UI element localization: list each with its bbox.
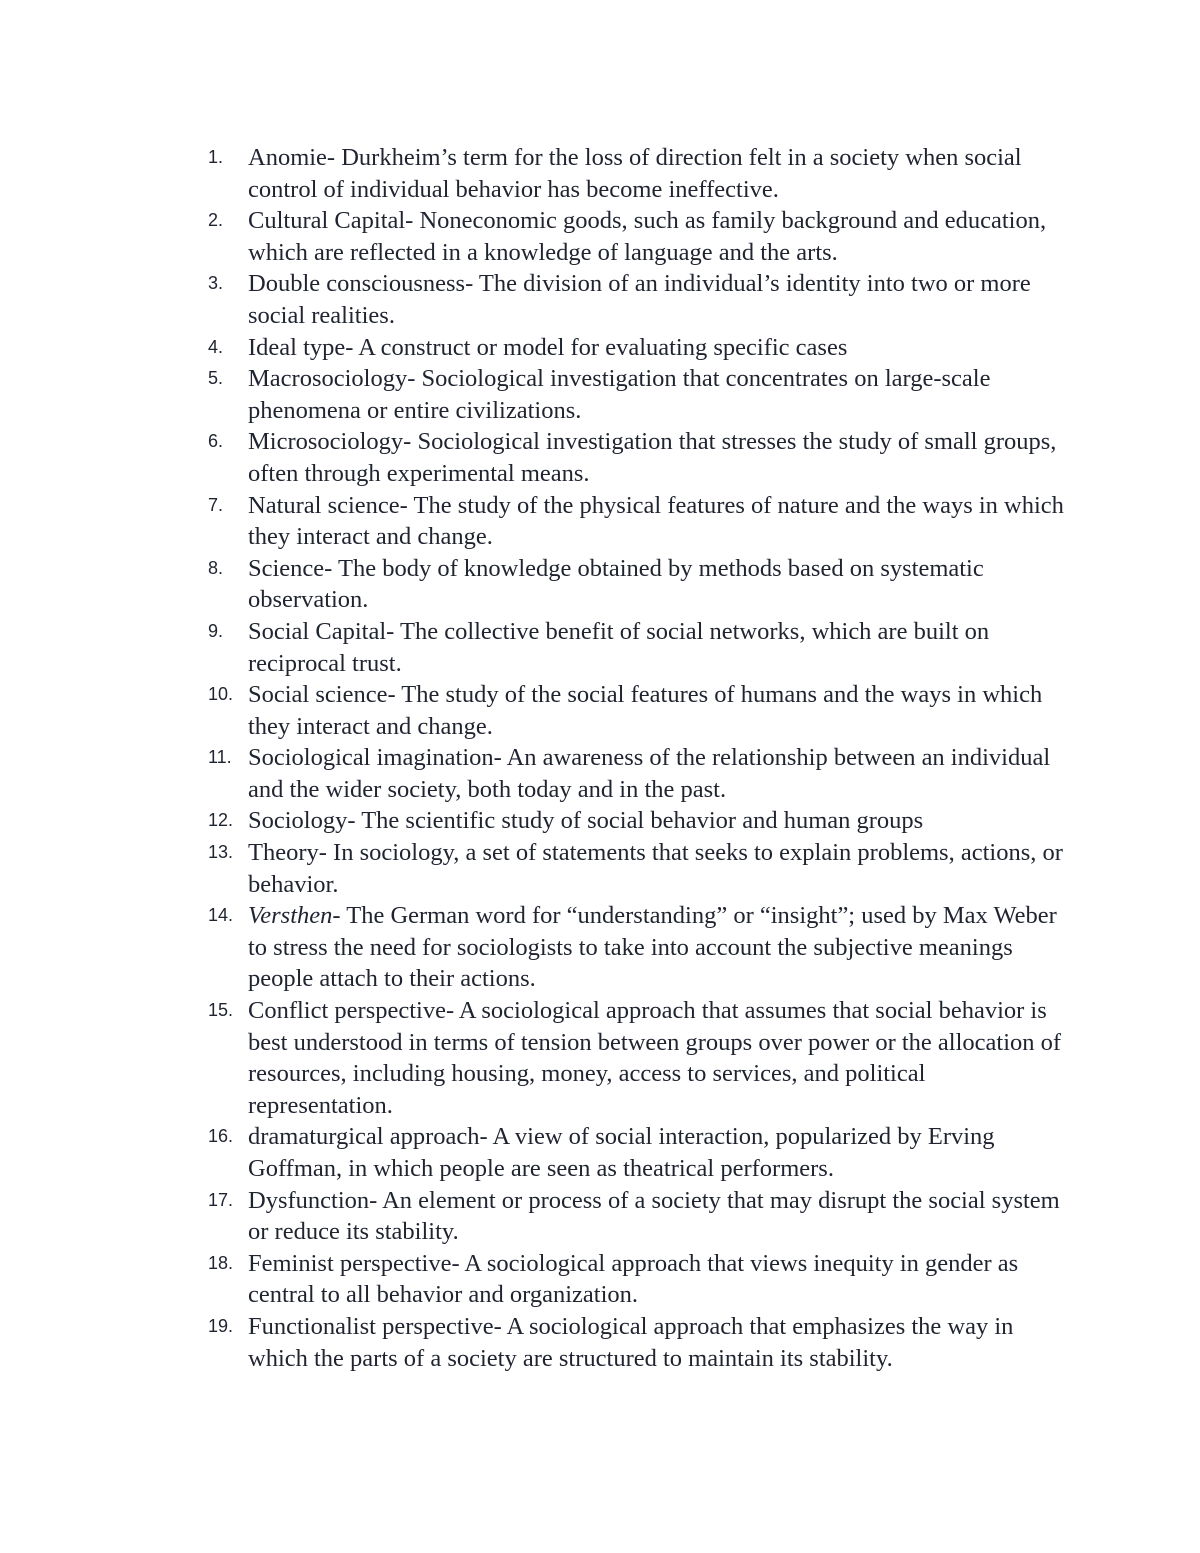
item-number: 19. — [208, 1315, 234, 1336]
item-definition: The division of an individual’s identity into two or more social realities. — [248, 270, 1031, 329]
item-number: 6. — [208, 431, 224, 452]
item-term: Dysfunction- — [248, 1186, 378, 1214]
item-definition: Durkheim’s term for the loss of direction felt in a society when social control of individual behavior has become ineffective. — [248, 144, 1022, 203]
list-item — [208, 205, 1068, 268]
list-item — [208, 900, 1068, 995]
list-item — [208, 1311, 1068, 1374]
item-number: 3. — [208, 273, 224, 294]
item-term: Versthen- — [248, 902, 341, 930]
item-number: 13. — [208, 842, 234, 863]
item-number: 14. — [208, 905, 234, 926]
item-definition: A sociological approach that assumes that social behavior is best understood in terms of tension between groups over power or the allocation of resources, including housing, money, access to services, and political representation. — [248, 997, 1062, 1119]
item-definition: The study of the physical features of nature and the ways in which they interact and change. — [248, 491, 1064, 551]
item-number: 1. — [208, 147, 224, 167]
item-definition: An element or process of a society that may disrupt the social system or reduce its stability. — [248, 1186, 1060, 1246]
list-item — [208, 616, 1068, 679]
list-item — [208, 426, 1068, 489]
item-term: Natural science- — [248, 491, 408, 519]
item-term: Social Capital- — [248, 617, 395, 645]
item-term: Functionalist perspective- — [248, 1312, 502, 1340]
list-item — [208, 553, 1068, 616]
list-item — [208, 995, 1068, 1121]
item-term: Microsociology- — [248, 428, 412, 456]
list-item — [208, 679, 1068, 742]
list-item — [208, 742, 1068, 805]
item-number: 7. — [208, 494, 224, 515]
list-item — [208, 837, 1068, 900]
item-number: 16. — [208, 1126, 234, 1147]
item-definition: The study of the social features of humans and the ways in which they interact and change. — [248, 681, 1043, 740]
item-term: Theory- — [248, 839, 327, 867]
item-definition: An awareness of the relationship between an individual and the wider society, both today and in the past. — [248, 744, 1051, 803]
item-number: 18. — [208, 1252, 234, 1273]
list-item — [208, 1185, 1068, 1248]
item-term: Sociological imagination- — [248, 744, 502, 772]
list-item — [208, 490, 1068, 553]
item-definition: Sociological investigation that concentrates on large-scale phenomena or entire civilizations. — [248, 365, 991, 424]
item-number: 11. — [208, 747, 232, 768]
item-term: Feminist perspective- — [248, 1249, 460, 1277]
item-number: 4. — [208, 336, 224, 357]
item-number: 12. — [208, 810, 234, 831]
item-number: 8. — [208, 557, 224, 578]
item-definition: Noneconomic goods, such as family background and education, which are reflected in a knowledge of language and the arts. — [248, 207, 1047, 266]
item-definition: A view of social interaction, popularized by Erving Goffman, in which people are seen as theatrical performers. — [248, 1123, 995, 1182]
item-term: Double consciousness- — [248, 270, 474, 298]
item-number: 2. — [208, 210, 224, 231]
item-number: 5. — [208, 368, 224, 389]
item-definition: A sociological approach that views inequity in gender as central to all behavior and organization. — [248, 1249, 1019, 1309]
item-definition: The collective benefit of social networks, which are built on reciprocal trust. — [248, 617, 990, 677]
item-definition: The body of knowledge obtained by methods based on systematic observation. — [248, 554, 984, 614]
item-definition: The scientific study of social behavior and human groups — [355, 807, 924, 835]
item-definition: Sociological investigation that stresses the study of small groups, often through experimental means. — [248, 428, 1057, 487]
item-term: dramaturgical approach- — [248, 1123, 488, 1151]
list-item — [208, 1248, 1068, 1311]
list-item — [208, 268, 1068, 331]
list-item — [208, 363, 1068, 426]
list-item — [208, 142, 1068, 205]
item-term: Conflict perspective- — [248, 997, 455, 1025]
item-definition: In sociology, a set of statements that seeks to explain problems, actions, or behavior. — [248, 839, 1063, 898]
item-term: Science- — [248, 554, 333, 582]
list-item — [208, 805, 1068, 837]
item-definition: The German word for “understanding” or “insight”; used by Max Weber to stress the need for sociologists to take into account the subjective meanings people attach to their actions. — [248, 902, 1057, 993]
item-term: Anomie- — [248, 144, 336, 171]
item-number: 17. — [208, 1189, 234, 1210]
item-number: 9. — [208, 620, 224, 641]
item-number: 10. — [208, 684, 234, 705]
list-item — [208, 332, 1068, 364]
list-item — [208, 1121, 1068, 1184]
item-term: Social science- — [248, 681, 396, 709]
item-definition: A sociological approach that emphasizes the way in which the parts of a society are structured to maintain its stability. — [248, 1312, 1014, 1372]
item-definition: A construct or model for evaluating specific cases — [353, 333, 848, 361]
item-term: Cultural Capital- — [248, 207, 414, 235]
item-number: 15. — [208, 1000, 234, 1021]
item-term: Macrosociology- — [248, 365, 416, 393]
item-term: Ideal type- — [248, 333, 354, 361]
item-term: Sociology- — [248, 807, 356, 835]
glossary-list — [208, 142, 1068, 1374]
